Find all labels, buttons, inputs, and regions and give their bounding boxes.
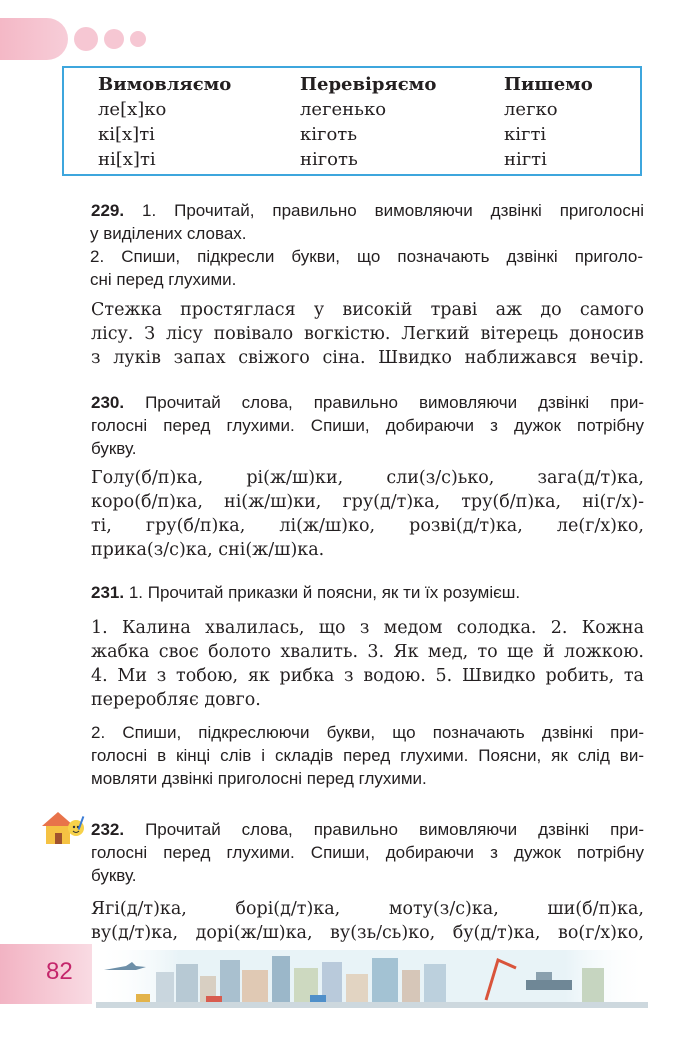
instruction-text: 1. Прочитай, правильно вимовляючи дзвінкі приголосні [142, 201, 644, 220]
page-number: 82 [46, 958, 73, 985]
rule-column-check [300, 72, 436, 172]
rule-cell: кі[х]ті [98, 124, 155, 145]
instruction-line: у виділених словах. [90, 224, 247, 243]
instruction-line [91, 818, 644, 841]
text-line: прика(з/с)ка, сні(ж/ш)ка. [91, 540, 325, 560]
instruction-line: мовляти дзвінкі приголосні перед глухими. [91, 769, 427, 788]
page-number-tab [0, 944, 92, 1004]
exercise-number: 232. [91, 820, 125, 839]
instruction-text: 1. Прочитай приказки й поясни, як ти їх розумієш. [128, 583, 521, 602]
text-line: переробляє довго. [91, 690, 261, 710]
rule-table [62, 66, 642, 176]
instruction-line [91, 199, 644, 222]
city-footer-illustration [96, 950, 648, 1008]
exercise-229-instructions-cont [90, 222, 643, 291]
header-dot [104, 29, 124, 49]
instruction-line: 2. Спиши, підкресли букви, що позначають дзвінкі приголо- [90, 247, 643, 266]
exercise-229-instructions [91, 199, 644, 222]
rule-cell: нігті [504, 149, 547, 170]
rule-header: Пишемо [504, 74, 593, 95]
rule-cell: ніготь [300, 149, 358, 170]
text-line: лісу. З лісу повівало вогкістю. Легкий вітерець доносив [91, 324, 644, 344]
rule-cell: кігті [504, 124, 547, 145]
exercise-231-proverbs [91, 616, 644, 712]
text-line: ву(д/т)ка, дорі(ж/ш)ка, ву(зь/сь)ко, бу(д/т)ка, во(г/х)ко, [91, 923, 644, 943]
header-dot [130, 31, 146, 47]
rule-cell: легко [504, 99, 558, 120]
exercise-number: 231. [91, 583, 125, 602]
text-line: 1. Калина хвалилась, що з медом солодка. 2. Кожна [91, 618, 644, 638]
instruction-line: голосні в кінці слів і складів перед глухими. Поясни, як слід ви- [91, 746, 644, 765]
exercise-230-instructions [91, 391, 644, 460]
exercise-number: 230. [91, 393, 125, 412]
text-line: коро(б/п)ка, ні(ж/ш)ки, гру(д/т)ка, тру(б/п)ка, ні(г/х)- [91, 492, 644, 512]
instruction-line [91, 391, 644, 414]
instruction-line: сні перед глухими. [90, 270, 237, 289]
rule-cell: кіготь [300, 124, 358, 145]
rule-column-pronounce [98, 72, 231, 172]
rule-cell: ле[х]ко [98, 99, 167, 120]
exercise-232-instructions [91, 818, 644, 887]
text-line: ті, гру(б/п)ка, лі(ж/ш)ко, розві(д/т)ка, ле(г/х)ко, [91, 516, 644, 536]
instruction-text: Прочитай слова, правильно вимовляючи дзвінкі при- [145, 820, 644, 839]
exercise-232-text [91, 897, 644, 945]
exercise-number: 229. [91, 201, 125, 220]
rule-header: Вимовляємо [98, 74, 232, 95]
instruction-line: голосні перед глухими. Спиши, добираючи з дужок потрібну [91, 843, 644, 862]
text-line: Голу(б/п)ка, рі(ж/ш)ки, сли(з/с)ько, зага(д/т)ка, [91, 468, 644, 488]
exercise-230-text [91, 466, 644, 562]
text-line: 4. Ми з тобою, як рибка з водою. 5. Швидко робить, та [91, 666, 644, 686]
header-dot [74, 27, 98, 51]
exercise-229-text [91, 298, 644, 370]
rule-column-write [504, 72, 593, 172]
instruction-line: букву. [91, 439, 137, 458]
text-line: Ягі(д/т)ка, борі(д/т)ка, моту(з/с)ка, ши(б/п)ка, [91, 899, 644, 919]
rule-header: Перевіряємо [300, 74, 437, 95]
instruction-line: 2. Спиши, підкреслюючи букви, що позначають дзвінкі при- [91, 723, 644, 742]
instruction-line [91, 581, 644, 604]
exercise-231-instructions [91, 581, 644, 604]
rule-cell: ні[х]ті [98, 149, 156, 170]
instruction-text: Прочитай слова, правильно вимовляючи дзвінкі при- [145, 393, 644, 412]
home-task-icon [38, 808, 88, 848]
instruction-line: букву. [91, 866, 137, 885]
exercise-231-part2 [91, 721, 644, 790]
text-line: з луків запах свіжого сіна. Швидко наближався вечір. [91, 348, 644, 368]
header-decoration [0, 18, 68, 60]
text-line: жабка своє болото хвалить. 3. Як мед, то ще й ложкою. [91, 642, 644, 662]
rule-cell: легенько [300, 99, 387, 120]
text-line: Стежка простяглася у високій траві аж до самого [91, 300, 644, 320]
instruction-line: голосні перед глухими. Спиши, добираючи з дужок потрібну [91, 416, 644, 435]
